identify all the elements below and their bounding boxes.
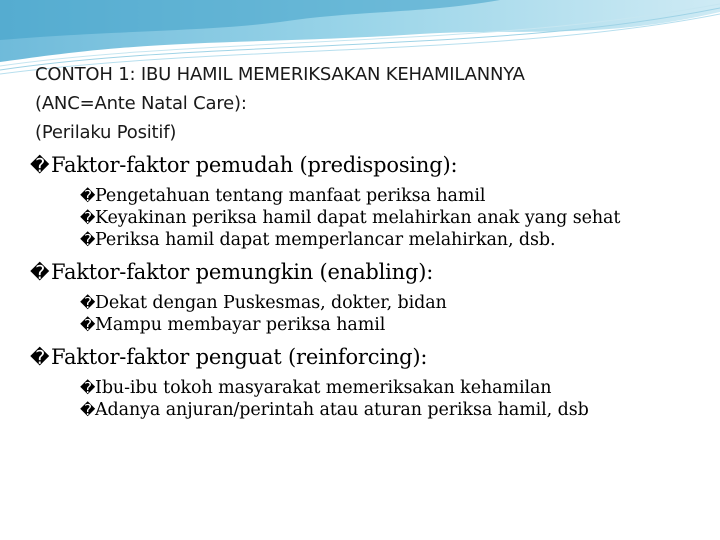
section-heading-predisposing [30,150,700,181]
list-item-text: Periksa hamil dapat memperlancar melahirkan, dsb. [95,230,556,250]
list-item [80,399,700,421]
section-heading-reinforcing [30,342,700,373]
bullet-icon: � [30,347,50,369]
bullet-icon: � [80,316,96,334]
section-heading-text: Faktor-faktor pemudah (predisposing): [51,153,458,177]
bullet-icon: � [80,401,96,419]
list-item [80,207,700,229]
list-item [80,314,700,336]
list-item-text: Dekat dengan Puskesmas, dokter, bidan [95,293,447,313]
bullet-icon: � [80,209,96,227]
list-item-text: Keyakinan periksa hamil dapat melahirkan anak yang sehat [95,208,621,228]
title-line: (Perilaku Positif) [35,122,177,143]
slide-title [35,60,695,147]
list-item-text: Pengetahuan tentang manfaat periksa hamil [95,186,486,206]
bullet-icon: � [80,231,96,249]
list-item [80,377,700,399]
list-item-text: Adanya anjuran/perintah atau aturan periksa hamil, dsb [95,400,589,420]
predisposing-list [30,185,700,251]
section-heading-text: Faktor-faktor pemungkin (enabling): [51,260,434,284]
list-item [80,185,700,207]
title-line: (ANC=Ante Natal Care): [35,93,247,114]
list-item-text: Ibu-ibu tokoh masyarakat memeriksakan kehamilan [95,378,552,398]
bullet-icon: � [80,187,96,205]
section-heading-enabling [30,257,700,288]
enabling-list [30,292,700,336]
bullet-icon: � [30,262,50,284]
title-line: CONTOH 1: IBU HAMIL MEMERIKSAKAN KEHAMILANNYA [35,64,525,85]
bullet-icon: � [30,155,50,177]
bullet-icon: � [80,379,96,397]
list-item-text: Mampu membayar periksa hamil [95,315,386,335]
reinforcing-list [30,377,700,421]
list-item [80,292,700,314]
section-heading-text: Faktor-faktor penguat (reinforcing): [51,345,428,369]
list-item [80,229,700,251]
bullet-icon: � [80,294,96,312]
slide-content [30,150,700,421]
